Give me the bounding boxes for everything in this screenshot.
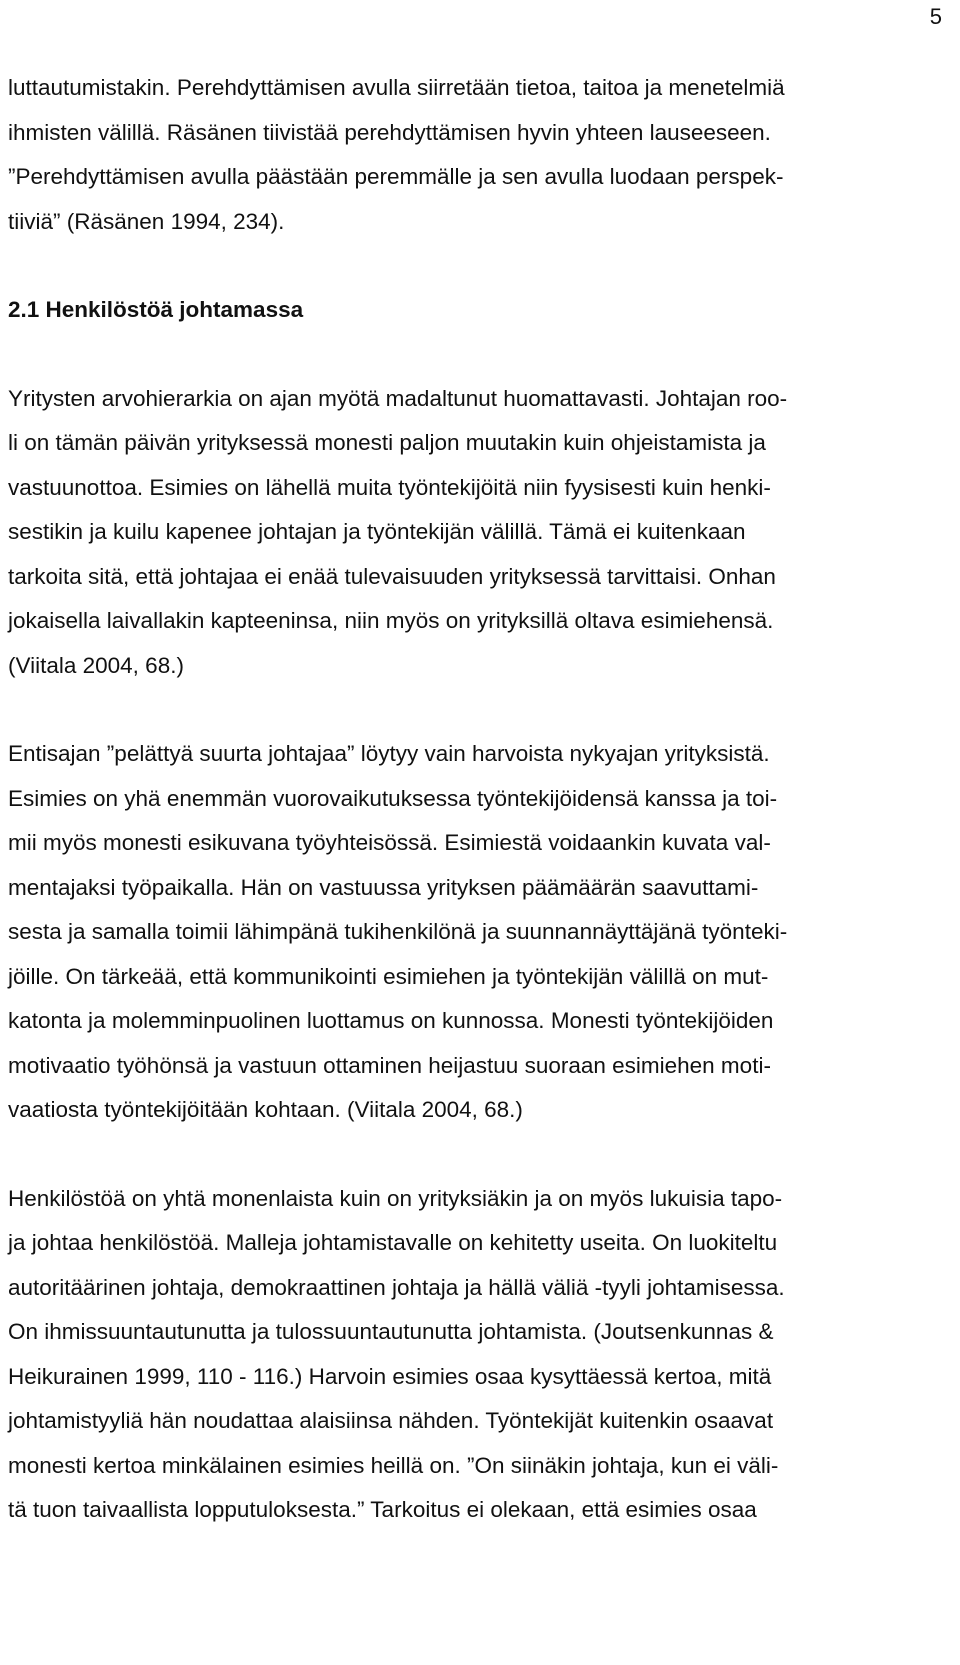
document-body bbox=[8, 66, 908, 1533]
text-line: katonta ja molemminpuolinen luottamus on kunnossa. Monesti työntekijöiden bbox=[8, 1008, 774, 1033]
paragraph-leadership-role bbox=[8, 377, 908, 689]
intro-paragraph bbox=[8, 66, 908, 244]
text-line: li on tämän päivän yrityksessä monesti paljon muutakin kuin ohjeistamista ja bbox=[8, 430, 766, 455]
text-line: sestikin ja kuilu kapenee johtajan ja työntekijän välillä. Tämä ei kuitenkaan bbox=[8, 519, 746, 544]
paragraph-gap bbox=[8, 688, 908, 732]
text-line: Entisajan ”pelättyä suurta johtajaa” löytyy vain harvoista nykyajan yrityksistä. bbox=[8, 741, 770, 766]
paragraph-gap bbox=[8, 1133, 908, 1177]
text-line: vaatiosta työntekijöitään kohtaan. (Viitala 2004, 68.) bbox=[8, 1097, 523, 1122]
text-line: motivaatio työhönsä ja vastuun ottaminen heijastuu suoraan esimiehen moti- bbox=[8, 1052, 771, 1078]
text-line: Heikurainen 1999, 110 - 116.) Harvoin esimies osaa kysyttäessä kertoa, mitä bbox=[8, 1363, 772, 1389]
paragraph-modern-supervisor bbox=[8, 732, 908, 1133]
text-line: Yritysten arvohierarkia on ajan myötä madaltunut huomattavasti. Johtajan roo- bbox=[8, 385, 788, 411]
paragraph-gap bbox=[8, 244, 908, 288]
text-line: sesta ja samalla toimii lähimpänä tukihenkilönä ja suunnannäyttäjänä työnteki- bbox=[8, 919, 788, 944]
page-number: 5 bbox=[929, 4, 942, 29]
paragraph-leadership-styles bbox=[8, 1177, 908, 1533]
paragraph-gap bbox=[8, 333, 908, 377]
text-line: On ihmissuuntautunutta ja tulossuuntautunutta johtamista. (Joutsenkunnas & bbox=[8, 1319, 774, 1344]
text-line: Esimies on yhä enemmän vuorovaikutuksessa työntekijöidensä kanssa ja toi- bbox=[8, 785, 778, 811]
text-line: monesti kertoa minkälainen esimies heillä on. ”On siinäkin johtaja, kun ei väli- bbox=[8, 1452, 779, 1478]
text-line: ihmisten välillä. Räsänen tiivistää perehdyttämisen hyvin yhteen lauseeseen. bbox=[8, 119, 771, 145]
text-line: jöille. On tärkeää, että kommunikointi esimiehen ja työntekijän välillä on mut- bbox=[8, 963, 769, 989]
text-line: tiiviä” (Räsänen 1994, 234). bbox=[8, 208, 285, 234]
text-line: tä tuon taivaallista lopputuloksesta.” Tarkoitus ei olekaan, että esimies osaa bbox=[8, 1497, 757, 1522]
text-line: tarkoita sitä, että johtajaa ei enää tulevaisuuden yrityksessä tarvittaisi. Onhan bbox=[8, 563, 776, 589]
text-line: jokaisella laivallakin kapteeninsa, niin myös on yrityksillä oltava esimiehensä. bbox=[8, 608, 774, 633]
text-line: ja johtaa henkilöstöä. Malleja johtamistavalle on kehitetty useita. On luokiteltu bbox=[8, 1230, 778, 1255]
text-line: ”Perehdyttämisen avulla päästään peremmälle ja sen avulla luodaan perspek- bbox=[8, 164, 784, 189]
text-line: autoritäärinen johtaja, demokraattinen johtaja ja hällä väliä -tyyli johtamisessa. bbox=[8, 1274, 785, 1300]
text-line: vastuunottoa. Esimies on lähellä muita työntekijöitä niin fyysisesti kuin henki- bbox=[8, 474, 771, 500]
text-line: Henkilöstöä on yhtä monenlaista kuin on yrityksiäkin ja on myös lukuisia tapo- bbox=[8, 1185, 783, 1211]
section-heading: 2.1 Henkilöstöä johtamassa bbox=[8, 297, 304, 322]
text-line: johtamistyyliä hän noudattaa alaisiinsa nähden. Työntekijät kuitenkin osaavat bbox=[8, 1408, 774, 1433]
text-line: luttautumistakin. Perehdyttämisen avulla siirretään tietoa, taitoa ja menetelmiä bbox=[8, 75, 785, 100]
text-line: mentajaksi työpaikalla. Hän on vastuussa yrityksen päämäärän saavuttami- bbox=[8, 874, 759, 900]
text-line: mii myös monesti esikuvana työyhteisössä. Esimiestä voidaankin kuvata val- bbox=[8, 830, 771, 855]
text-line: (Viitala 2004, 68.) bbox=[8, 652, 184, 678]
